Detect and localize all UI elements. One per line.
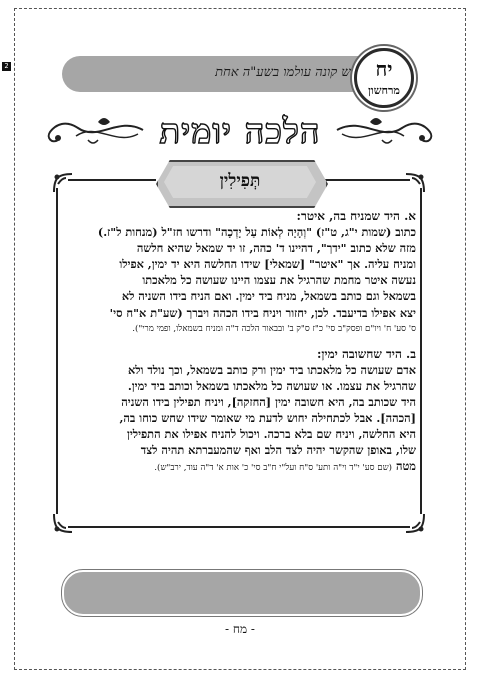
part-a-source: ס' סע' ח' ויו"ם ופסק"ב סי' כ"ז ס"ק ב' ובבאור הלכה ד"ה ומניח בשמאלו, ופמי מרי"). [132, 323, 416, 334]
frame-top-left-line [68, 179, 156, 181]
header-slogan: יש קונה עולמו בשע"ה אחת [215, 65, 354, 80]
left-flourish-icon [38, 108, 148, 152]
part-b-last-word: מטה [395, 459, 416, 474]
date-month: מרחשון [368, 84, 400, 97]
part-b-line: היא החלשה, ויניח שם בלא ברכה. ויכול להניח אפילו את התפילין [126, 427, 416, 442]
frame-bottom-line [68, 526, 410, 528]
part-a-line: מזה שלא כתוב "ידך", דהיינו ד' כהה, זו יד שמאל שהיא חלשה [136, 241, 416, 256]
page-number: - מח - [225, 622, 255, 636]
part-b-source: (שם סע' י"ד וי"ה ותע' ס"ח ועל"י ח"ב סי' כ' אות א' ד"ה עוד, ירב"ש). [154, 463, 393, 474]
date-day: יח [375, 57, 393, 81]
right-flourish-icon [332, 108, 442, 152]
part-b-last-line [64, 458, 416, 476]
section-title: תְּפִילִין [219, 171, 261, 191]
date-badge [354, 48, 414, 108]
frame-left-line [56, 188, 58, 514]
part-a-line: ומניח עליה. אך "איטר" [שמאלי] שידו החלשה היא יד ימין, אפילו [119, 257, 416, 272]
part-b-heading: ב. היד שחשובה ימין: [316, 346, 416, 361]
page-title: הלכה יומית [159, 112, 321, 152]
part-a-line: בשמאל וגם כותב בשמאל, מניח ביד ימין. ואם הניח בידו השניה לא [121, 289, 416, 304]
page-marker: 2 [2, 62, 11, 71]
part-a-line: נעשה איטר מחמת שהרגיל את עצמו היינו שעושה כל מלאכתו [142, 273, 416, 288]
corner-flourish-icon [402, 170, 428, 196]
part-b-line: [הכהה]. אבל לכתחילה יחוש לדעת מי שאומר שידו שחש כוחו בה, [119, 411, 416, 426]
frame-top-right-line [322, 179, 410, 181]
part-a-line: יצא אפילו בדיעבד. לכן, יחזור ויניח בידו הכהה ויברך (שע"ת א"ח סי' [109, 305, 416, 320]
corner-flourish-icon [50, 510, 76, 536]
corner-flourish-icon [50, 170, 76, 196]
part-b-line: שלו, באופן שהקשר יהיה לצד הלב ואף שהמעברתא תהיה לצד [140, 443, 416, 458]
bottom-band [62, 570, 422, 616]
part-b-line: היד שכותב בה, היא חשובה ימין [החזקה], ויניח תפילין בידו השניה [121, 395, 416, 410]
part-b-line: אדם שעושה כל מלאכתו ביד ימין ורק כותב בשמאל, וכך נולד ולא [128, 362, 416, 377]
part-a-line: כתוב (שמות י"ג, ט"ז) "וְהָיָה לְאוֹת עַל יָדְכָה" ודרשו חז"ל (מנחות ל"ז.) [97, 225, 416, 240]
corner-flourish-icon [402, 510, 428, 536]
halacha-body [64, 208, 416, 508]
part-b-line: שהרגיל את עצמו. או שעושה כל מלאכתו בשמאל וכותב ביד ימין. [127, 378, 416, 393]
part-a-heading: א. היד שמניח בה, איטר: [296, 209, 416, 223]
frame-right-line [420, 188, 422, 514]
